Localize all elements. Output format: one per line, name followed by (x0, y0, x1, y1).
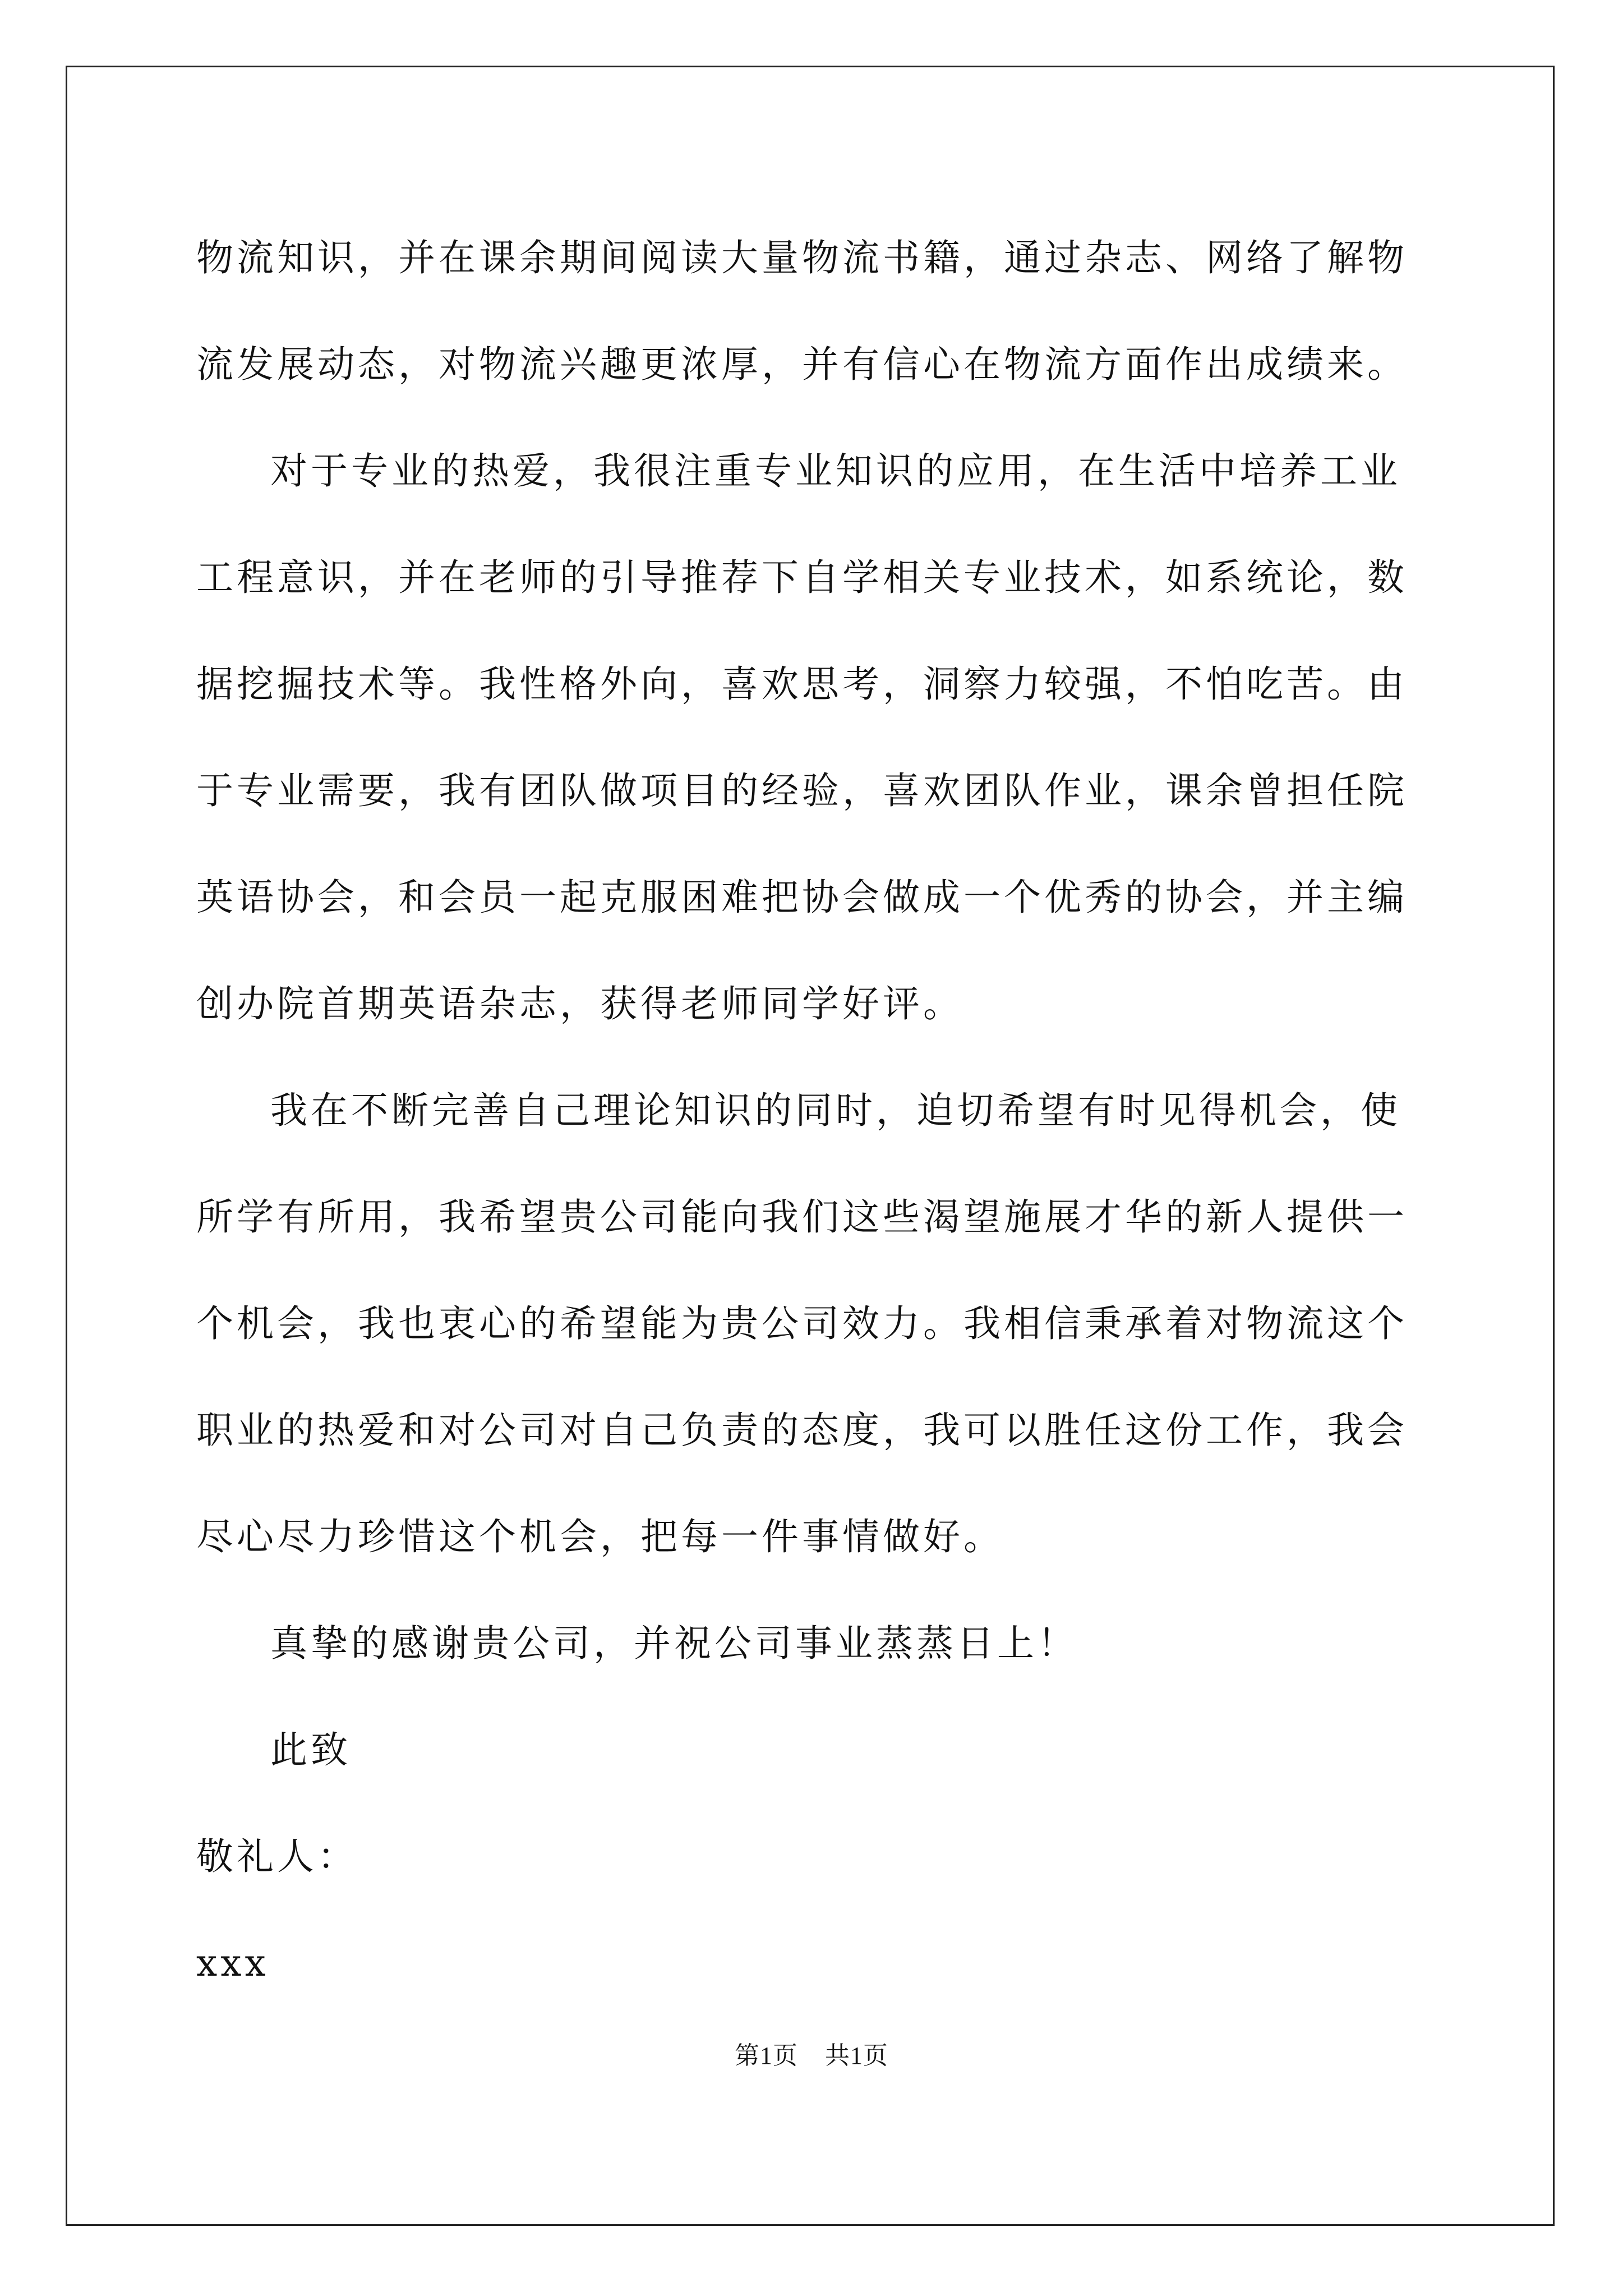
signature: xxx (196, 1941, 269, 1985)
closing-line: 敬礼人： (196, 1835, 358, 1878)
page-footer (0, 2035, 1623, 2071)
paragraph-1: 物流知识，并在课余期间阅读大量物流书籍，通过杂志、网络了解物流发展动态，对物流兴趣更浓厚，并有信心在物流方面作出成绩来。 (196, 236, 1408, 386)
paragraph-3: 我在不断完善自己理论知识的同时，迫切希望有时见得机会，使所学有所用，我希望贵公司能向我们这些渴望施展才华的新人提供一个机会，我也衷心的希望能为贵公司效力。我相信秉承着对物流这个职业的热爱和对公司对自己负责的态度，我可以胜任这份工作，我会尽心尽力珍惜这个机会，把每一件事情做好。 (196, 1089, 1408, 1558)
page-total: 共1页 (825, 2042, 888, 2069)
paragraph-4: 真挚的感谢贵公司，并祝公司事业蒸蒸日上！ (270, 1622, 1078, 1665)
paragraph-2: 对于专业的热爱，我很注重专业知识的应用，在生活中培养工业工程意识，并在老师的引导推荐下自学相关专业技术，如系统论，数据挖掘技术等。我性格外向，喜欢思考，洞察力较强，不怕吃苦。由于专业需要，我有团队做项目的经验，喜欢团队作业，课余曾担任院英语协会，和会员一起克服困难把协会做成一个优秀的协会，并主编创办院首期英语杂志，获得老师同学好评。 (196, 449, 1408, 1025)
page-number: 第1页 (735, 2042, 798, 2069)
letter-body (196, 205, 1433, 2017)
paragraph-5: 此致 (270, 1728, 351, 1772)
